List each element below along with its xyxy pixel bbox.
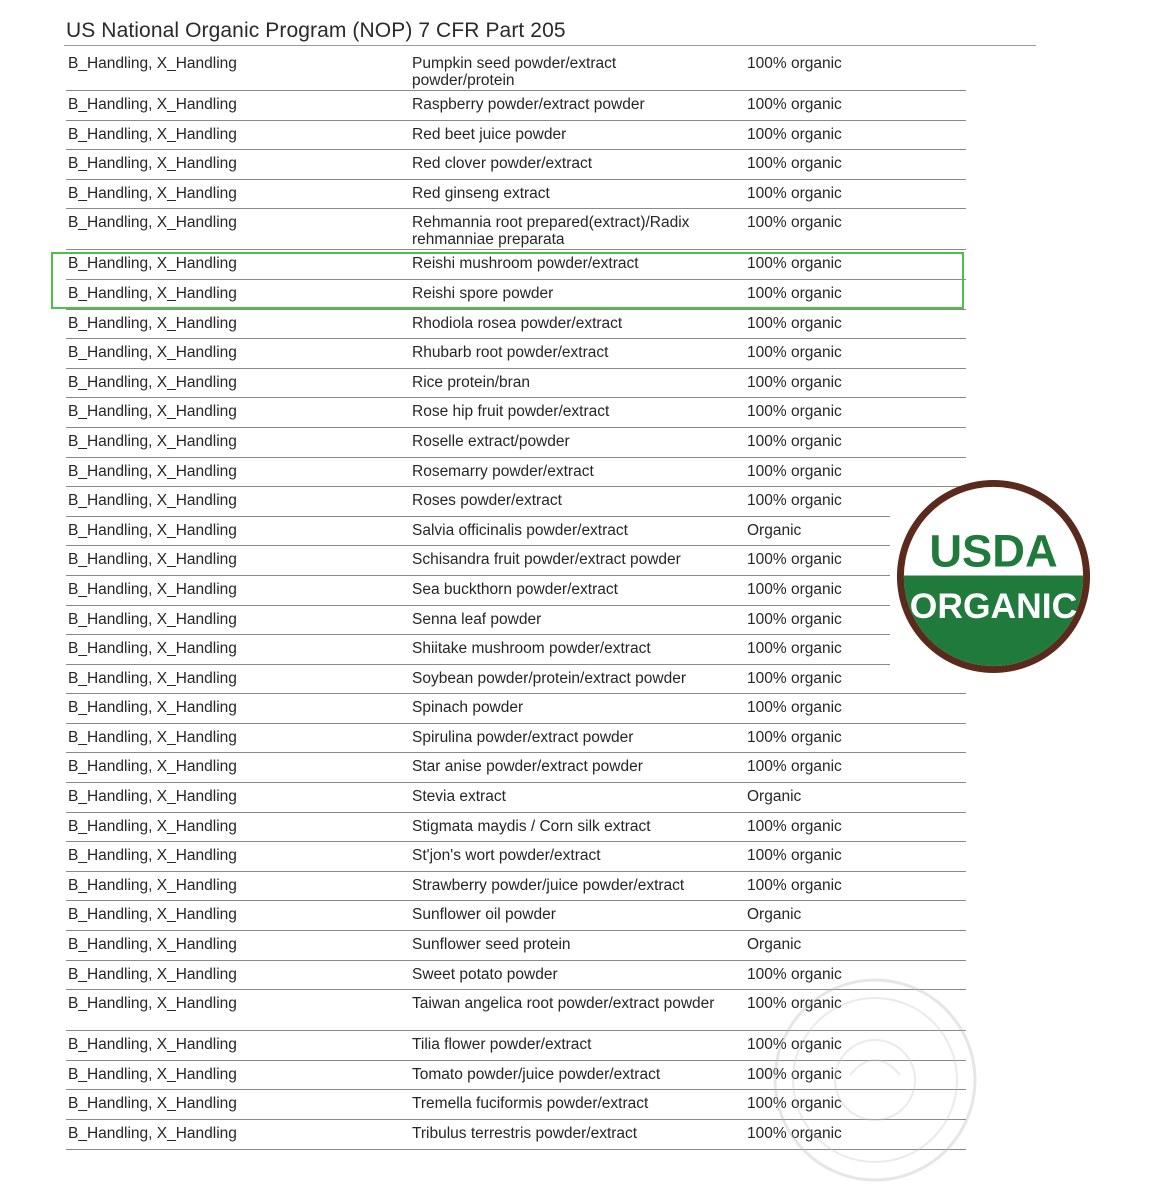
status-cell: 100% organic	[747, 403, 842, 421]
status-cell: 100% organic	[747, 214, 842, 232]
scope-cell: B_Handling, X_Handling	[68, 817, 237, 835]
scope-cell: B_Handling, X_Handling	[68, 669, 237, 687]
status-cell: 100% organic	[747, 155, 842, 173]
product-cell: Rosemarry powder/extract	[412, 462, 594, 480]
scope-cell: B_Handling, X_Handling	[68, 965, 237, 983]
table-row	[66, 813, 966, 843]
table-row	[66, 458, 966, 488]
table-row	[66, 665, 966, 695]
highlight-box	[51, 252, 964, 309]
scope-cell: B_Handling, X_Handling	[68, 184, 237, 202]
product-cell: Spinach powder	[412, 699, 524, 717]
table-row	[66, 121, 966, 151]
scope-cell: B_Handling, X_Handling	[68, 462, 237, 480]
status-cell: Organic	[747, 521, 802, 539]
product-cell: Rehmannia root prepared(extract)/Radix rehmanniae preparata	[412, 214, 690, 249]
scope-cell: B_Handling, X_Handling	[68, 214, 237, 232]
seal-top-text: USDA	[929, 525, 1058, 577]
title-divider	[64, 45, 1036, 46]
status-cell: 100% organic	[747, 96, 842, 113]
scope-cell: B_Handling, X_Handling	[68, 1125, 237, 1142]
product-cell: Tomato powder/juice powder/extract	[412, 1065, 661, 1083]
scope-cell: B_Handling, X_Handling	[68, 432, 237, 450]
product-cell: Tribulus terrestris powder/extract	[412, 1125, 638, 1142]
table-row	[66, 50, 966, 91]
product-cell: Red ginseng extract	[412, 184, 550, 202]
scope-cell: B_Handling, X_Handling	[68, 155, 237, 173]
table-row	[66, 209, 966, 250]
scope-cell: B_Handling, X_Handling	[68, 728, 237, 746]
scope-cell: B_Handling, X_Handling	[68, 906, 237, 924]
table-row	[66, 901, 966, 931]
status-cell: Organic	[747, 936, 802, 954]
status-cell: 100% organic	[747, 669, 842, 687]
product-cell: Rhubarb root powder/extract	[412, 344, 609, 362]
product-cell: Raspberry powder/extract powder	[412, 96, 645, 113]
scope-cell: B_Handling, X_Handling	[68, 758, 237, 776]
status-cell: 100% organic	[747, 1095, 842, 1113]
scope-cell: B_Handling, X_Handling	[68, 521, 237, 539]
scope-cell: B_Handling, X_Handling	[68, 1065, 237, 1083]
usda-organic-seal	[895, 478, 1092, 675]
scope-cell: B_Handling, X_Handling	[68, 847, 237, 865]
scope-cell: B_Handling, X_Handling	[68, 1095, 237, 1113]
seal-bottom-text: ORGANIC	[909, 585, 1078, 626]
table-row	[66, 428, 966, 458]
product-cell: Sweet potato powder	[412, 965, 558, 983]
status-cell: 100% organic	[747, 344, 842, 362]
status-cell: 100% organic	[747, 1065, 842, 1083]
status-cell: 100% organic	[747, 876, 842, 894]
product-cell: Red clover powder/extract	[412, 155, 593, 173]
status-cell: Organic	[747, 906, 802, 924]
table-row	[66, 694, 966, 724]
product-cell: Schisandra fruit powder/extract powder	[412, 551, 681, 569]
status-cell: 100% organic	[747, 699, 842, 717]
status-cell: 100% organic	[747, 817, 842, 835]
scope-cell: B_Handling, X_Handling	[68, 610, 237, 628]
product-cell: Sunflower oil powder	[412, 906, 556, 924]
product-cell: Rhodiola rosea powder/extract	[412, 314, 623, 332]
status-cell: 100% organic	[747, 758, 842, 776]
product-cell: Shiitake mushroom powder/extract	[412, 640, 651, 658]
product-cell: Soybean powder/protein/extract powder	[412, 669, 686, 687]
product-cell: Tilia flower powder/extract	[412, 1036, 592, 1054]
scope-cell: B_Handling, X_Handling	[68, 580, 237, 598]
table-row	[66, 150, 966, 180]
scope-cell: B_Handling, X_Handling	[68, 936, 237, 954]
scope-cell: B_Handling, X_Handling	[68, 995, 237, 1013]
status-cell: 100% organic	[747, 847, 842, 865]
product-cell: Roses powder/extract	[412, 492, 562, 510]
product-cell: Senna leaf powder	[412, 610, 542, 628]
scope-cell: B_Handling, X_Handling	[68, 788, 237, 806]
status-cell: 100% organic	[747, 184, 842, 202]
table-row	[66, 635, 966, 665]
scope-cell: B_Handling, X_Handling	[68, 284, 237, 302]
scope-cell: B_Handling, X_Handling	[68, 96, 237, 113]
scope-cell: B_Handling, X_Handling	[68, 1036, 237, 1054]
table-row	[66, 872, 966, 902]
status-cell: 100% organic	[747, 492, 842, 510]
product-cell: Rose hip fruit powder/extract	[412, 403, 610, 421]
table-row	[66, 546, 966, 576]
table-row	[66, 842, 966, 872]
product-cell: Reishi mushroom powder/extract	[412, 255, 639, 273]
table-row	[66, 310, 966, 340]
table-row	[66, 931, 966, 961]
scope-cell: B_Handling, X_Handling	[68, 403, 237, 421]
product-cell: Stigmata maydis / Corn silk extract	[412, 817, 651, 835]
status-cell: 100% organic	[747, 580, 842, 598]
status-cell: 100% organic	[747, 373, 842, 391]
product-cell: Pumpkin seed powder/extract powder/protein	[412, 55, 617, 89]
scope-cell: B_Handling, X_Handling	[68, 699, 237, 717]
status-cell: 100% organic	[747, 995, 842, 1013]
product-cell: Star anise powder/extract powder	[412, 758, 643, 776]
product-cell: Salvia officinalis powder/extract	[412, 521, 628, 539]
status-cell: 100% organic	[747, 1036, 842, 1054]
status-cell: 100% organic	[747, 462, 842, 480]
table-row	[66, 576, 966, 606]
status-cell: 100% organic	[747, 432, 842, 450]
status-cell: 100% organic	[747, 314, 842, 332]
product-cell: Sunflower seed protein	[412, 936, 571, 954]
scope-cell: B_Handling, X_Handling	[68, 314, 237, 332]
product-cell: Tremella fuciformis powder/extract	[412, 1095, 649, 1113]
product-cell: Sea buckthorn powder/extract	[412, 580, 618, 598]
scope-cell: B_Handling, X_Handling	[68, 344, 237, 362]
status-cell: 100% organic	[747, 640, 842, 658]
status-cell: 100% organic	[747, 1125, 842, 1142]
product-cell: Spirulina powder/extract powder	[412, 728, 634, 746]
scope-cell: B_Handling, X_Handling	[68, 125, 237, 143]
status-cell: 100% organic	[747, 728, 842, 746]
table-row	[66, 753, 966, 783]
table-row	[66, 517, 966, 547]
product-cell: Reishi spore powder	[412, 284, 554, 302]
product-cell: Stevia extract	[412, 788, 506, 806]
status-cell: 100% organic	[747, 125, 842, 143]
status-cell: 100% organic	[747, 551, 842, 569]
product-cell: Roselle extract/powder	[412, 432, 570, 450]
product-cell: Red beet juice powder	[412, 125, 567, 143]
table-row	[66, 487, 966, 517]
status-cell: 100% organic	[747, 255, 842, 273]
table-row	[66, 606, 966, 636]
scope-cell: B_Handling, X_Handling	[68, 255, 237, 273]
product-cell: Taiwan angelica root powder/extract powder	[412, 995, 715, 1013]
table-row	[66, 91, 966, 121]
status-cell: 100% organic	[747, 55, 842, 72]
product-cell: Rice protein/bran	[412, 373, 531, 391]
table-row	[66, 398, 966, 428]
table-row	[66, 180, 966, 210]
table-row	[66, 369, 966, 399]
product-cell: St'jon's wort powder/extract	[412, 847, 601, 865]
scope-cell: B_Handling, X_Handling	[68, 551, 237, 569]
status-cell: Organic	[747, 788, 802, 806]
product-cell: Strawberry powder/juice powder/extract	[412, 876, 685, 894]
certification-stamp	[760, 965, 990, 1195]
scope-cell: B_Handling, X_Handling	[68, 492, 237, 510]
status-cell: 100% organic	[747, 965, 842, 983]
table-row	[66, 783, 966, 813]
table-row	[66, 724, 966, 754]
status-cell: 100% organic	[747, 610, 842, 628]
scope-cell: B_Handling, X_Handling	[68, 876, 237, 894]
status-cell: 100% organic	[747, 284, 842, 302]
scope-cell: B_Handling, X_Handling	[68, 55, 237, 72]
scope-cell: B_Handling, X_Handling	[68, 640, 237, 658]
scope-cell: B_Handling, X_Handling	[68, 373, 237, 391]
table-row	[66, 339, 966, 369]
page-title: US National Organic Program (NOP) 7 CFR Part 205	[66, 19, 566, 42]
